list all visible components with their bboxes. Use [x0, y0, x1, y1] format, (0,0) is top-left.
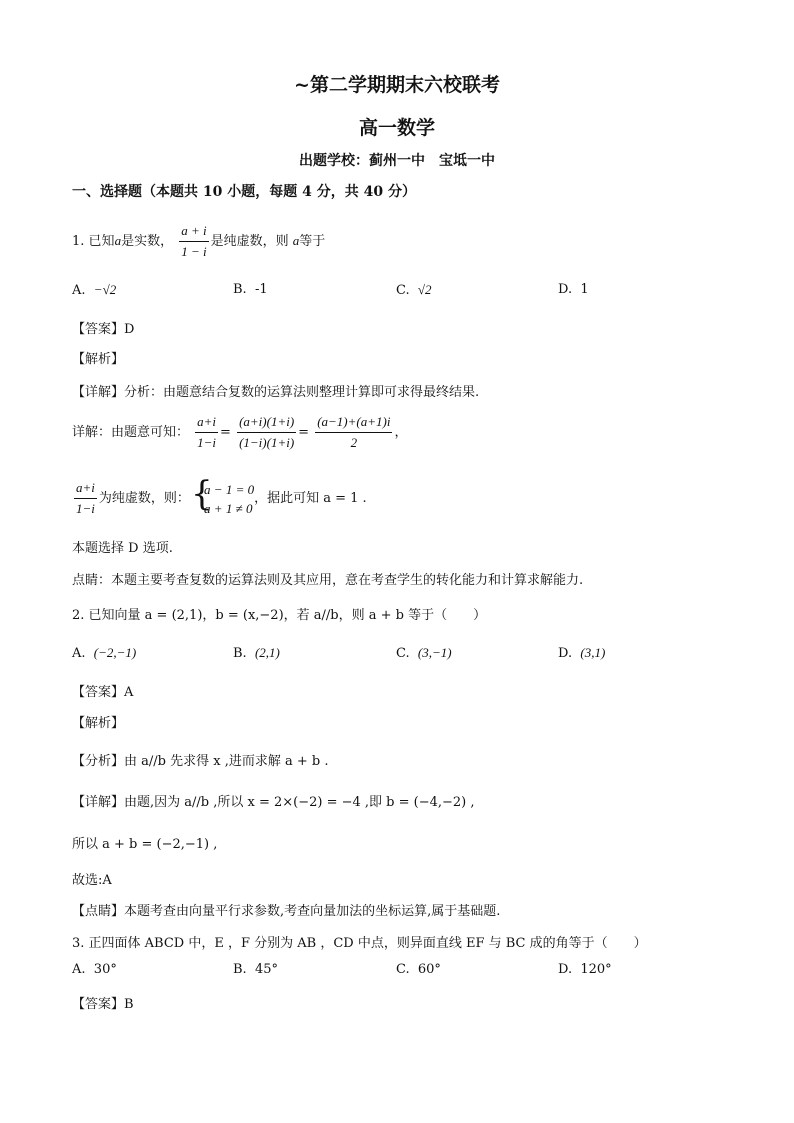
q1-end: 等于 [299, 234, 326, 249]
q2-detail2: 所以 a + b = (−2,−1) , [72, 837, 218, 852]
q1-number: 1. [72, 234, 85, 249]
q1-option-b: B. -1 [233, 282, 268, 297]
q1-var: a [114, 233, 122, 248]
q1-analysis-label: 【解析】 [72, 352, 125, 367]
q1-fraction-den: 1 − i [181, 244, 207, 259]
q1-option-c: C. √2 [396, 282, 432, 298]
q1-answer: 【答案】D [72, 322, 135, 337]
q1-option-d: D. 1 [558, 282, 589, 297]
q2-detail: 【详解】由题,因为 a//b ,所以 x = 2×(−2) = −4 ,即 b = (−4,−2) , [72, 795, 475, 810]
q1-equation-system: { a − 1 = 0 a + 1 ≠ 0 [194, 480, 254, 518]
q3-option-c: C. 60° [396, 962, 441, 977]
q3-option-b: B. 45° [233, 962, 278, 977]
q1-work: 详解：由题意可知： $\frac{a+i}{1-i}$ = $\frac{(a+i)(1+i)}{(1-i)(1+i)}$ = $\frac{(a-1)+(a+1)i}{2}$ ， [72, 414, 408, 450]
section-title: 一、选择题（本题共 10 小题，每题 4 分，共 40 分） [72, 184, 416, 200]
exam-school: 出题学校：蓟州一中 宝坻一中 [299, 153, 495, 169]
q2-option-b: B. (2,1) [233, 645, 280, 661]
q1-fraction-num: a + i [179, 222, 208, 242]
q1-choose: 本题选择 D 选项. [72, 541, 173, 556]
q2-analysis-label: 【解析】 [72, 716, 125, 731]
q1-fraction [179, 222, 208, 261]
q2-answer: 【答案】A [72, 685, 134, 700]
q1-mid: 是实数， [121, 234, 174, 249]
q1-var2: a [292, 233, 300, 248]
q3-option-d: D. 120° [558, 962, 612, 977]
q1-option-a: A. −√2 [72, 282, 117, 298]
q1-post: 是纯虚数，则 [210, 234, 289, 249]
q1-condition: $\frac{a+i}{1-i}$ 为纯虚数，则： { a − 1 = 0 a + 1 ≠ 0 ，据此可知 a = 1 . [72, 479, 367, 518]
q3-stem: 3. 正四面体 ABCD 中，E ，F 分别为 AB ，CD 中点，则异面直线 EF 与 BC 成的角等于（ ） [72, 936, 647, 951]
q3-option-a: A. 30° [72, 962, 117, 977]
q2-comment: 【点睛】本题考查由向量平行求参数,考查向量加法的坐标运算,属于基础题. [72, 904, 501, 919]
q3-answer: 【答案】B [72, 997, 134, 1012]
q2-option-d: D. (3,1) [558, 645, 606, 661]
q2-stem: 2. 已知向量 a = (2,1)，b = (x,−2)，若 a//b，则 a + b 等于（ ） [72, 608, 487, 623]
q1-stem [72, 222, 325, 261]
exam-subject: 高一数学 [358, 117, 435, 139]
q1-pre: 已知 [88, 234, 115, 249]
q2-analysis: 【分析】由 a//b 先求得 x ,进而求解 a + b . [72, 754, 329, 769]
q2-option-a: A. (−2,−1) [72, 645, 137, 661]
exam-title: ~第二学期期末六校联考 [294, 74, 500, 96]
q2-option-c: C. (3,−1) [396, 645, 452, 661]
q1-comment: 点睛：本题主要考查复数的运算法则及其应用，意在考查学生的转化能力和计算求解能力. [72, 573, 584, 588]
q1-detail: 【详解】分析：由题意结合复数的运算法则整理计算即可求得最终结果. [72, 385, 480, 400]
q2-choose: 故选:A [72, 873, 112, 888]
